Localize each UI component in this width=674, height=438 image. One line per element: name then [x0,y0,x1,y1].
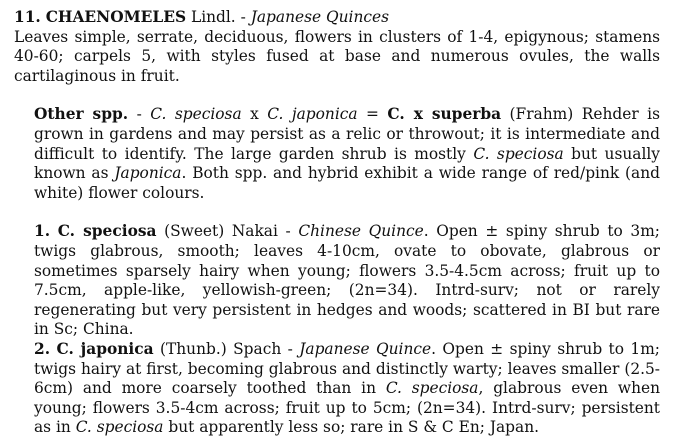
species-entry-1 [14,222,660,340]
species-1-name: C. speciosa [57,222,157,241]
species-2-ref2: C. speciosa [75,418,164,437]
genus-number: 11. [14,8,41,26]
genus-sep: - [235,8,251,26]
species-2-common-name: Japanese Quince [299,339,432,358]
species-1-authority: (Sweet) Nakai - [156,222,299,241]
other-spp-text1: (Frahm) Rehder is grown in gardens and may persist as a relic or throwout; it is intermediate and difficult to identify. The large garden shrub is mostly [34,105,660,163]
species-1-number: 1. [34,222,51,241]
genus-heading [14,8,660,28]
genus-description: Leaves simple, serrate, deciduous, flowers in clusters of 1-4, epigynous; stamens 40-60; carpels 5, with styles fused at base and numerous ovules, the walls cartilaginous in fruit. [14,27,660,85]
other-spp-sp1: C. speciosa [150,105,242,124]
species-2-text1: . Open ± spiny shrub to 1m; twigs hairy at first, becoming glabrous and distinctly warty; leaves smaller (2.5-6cm) and more coarsely toothed than in [34,339,660,398]
other-spp-text2: but usually known as [34,144,660,183]
species-1-description: . Open ± spiny shrub to 3m; twigs glabrous, smooth; leaves 4-10cm, ovate to obovate, glabrous or sometimes sparsely hairy when young; flowers 3.5-4.5cm across; fruit up to 7.5cm, apple-like, yellowish-green; (2n=34). Intrd-surv; not or rarely regenerating but very persistent in hedges and woods; scattered in BI but rare in Sc; China. [34,222,660,339]
genus-name: CHAENOMELES [45,8,187,26]
genus-common-name: Japanese Quinces [250,8,389,26]
other-spp-eq: = [357,105,388,124]
other-spp-paragraph [14,105,660,203]
other-spp-sp4: Japonica [114,164,182,183]
species-2-name: C. japonica [56,339,154,358]
genus-authority: Lindl. [190,8,236,26]
other-spp-sp2: C. japonica [267,105,358,124]
species-2-text3: but apparently less so; rare in S & C En; Japan. [163,418,540,437]
species-2-text2: , glabrous even when young; flowers 3.5-4cm across; fruit up to 5cm; (2n=34). Intrd-surv; persistent as in [34,379,660,437]
species-2-number: 2. [34,339,51,358]
species-2-ref: C. speciosa [385,379,479,398]
other-spp-dash: - [128,105,151,124]
other-spp-sp3: C. speciosa [473,144,564,163]
species-1-common-name: Chinese Quince [298,222,424,241]
other-spp-x: x [241,105,268,124]
species-2-authority: (Thunb.) Spach - [153,339,300,358]
other-spp-text3: . Both spp. and hybrid exhibit a wide range of red/pink (and white) flower colours. [34,164,660,202]
other-spp-label: Other spp. [34,105,129,124]
other-spp-hybrid: C. x superba [387,105,502,124]
species-entry-2 [14,340,660,438]
